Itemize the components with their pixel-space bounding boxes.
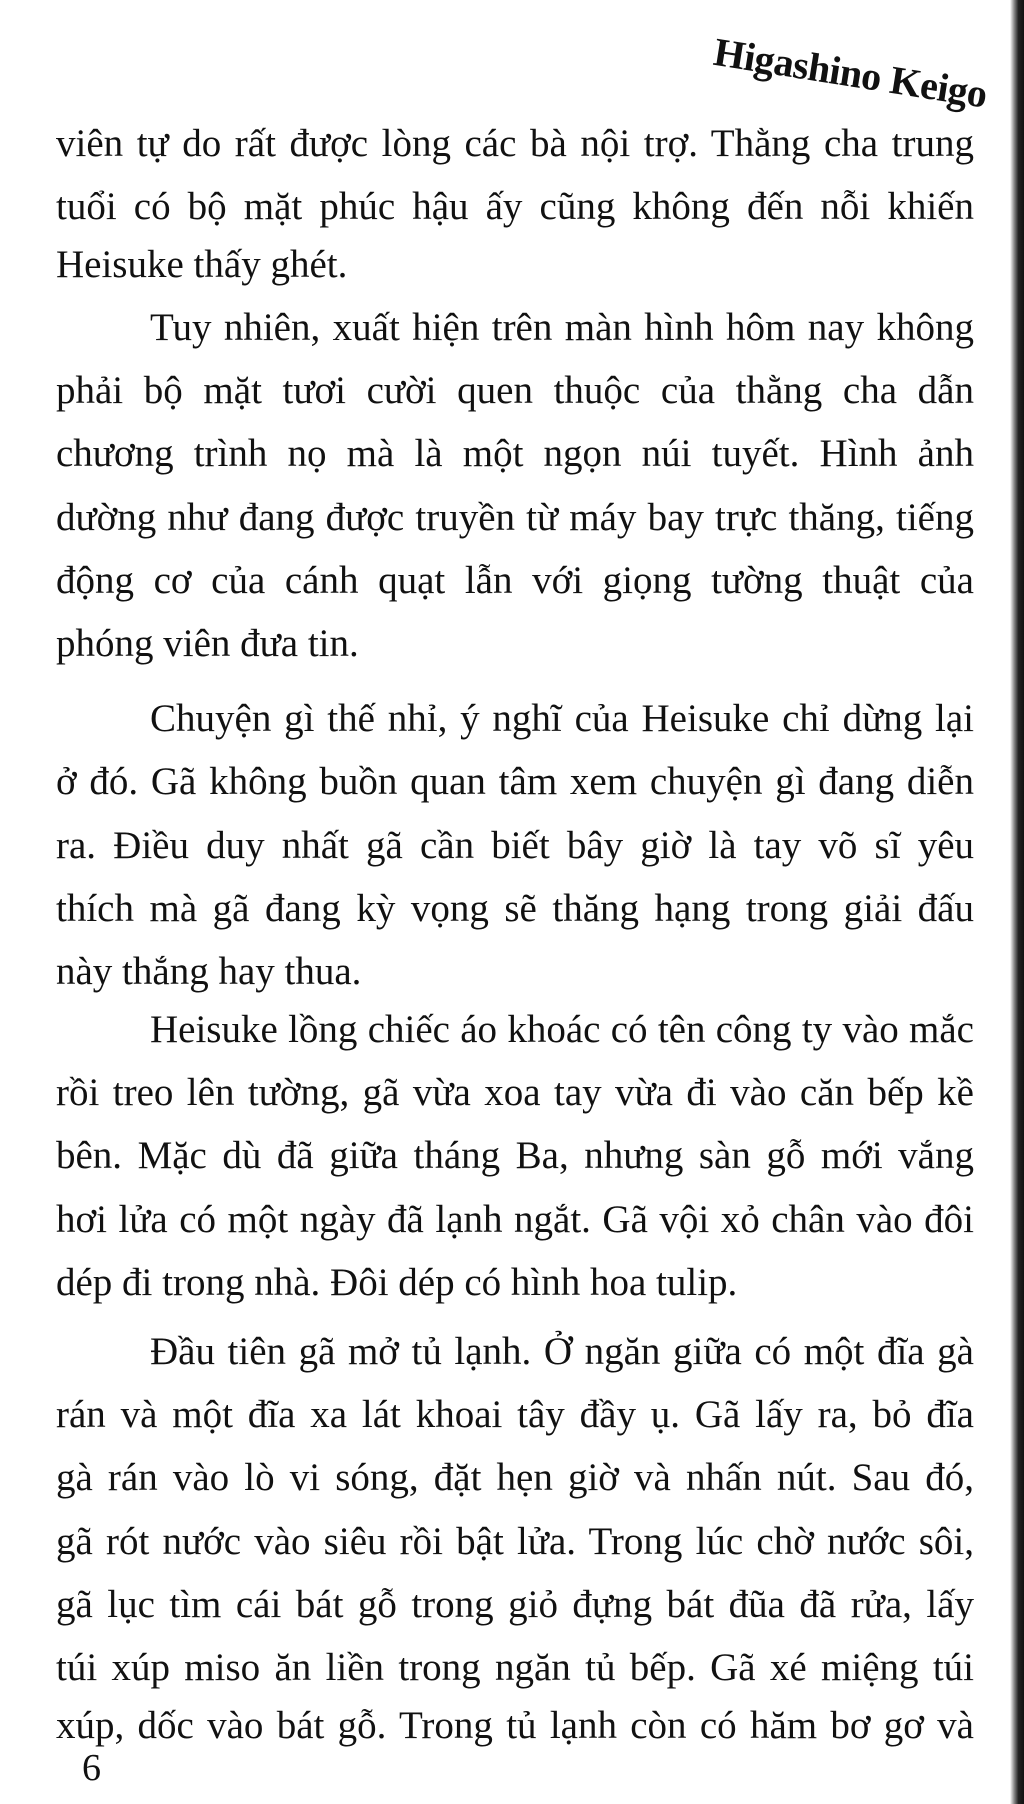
text-line: gã lục tìm cái bát gỗ trong giỏ đựng bát đũa đã rửa, lấy — [56, 1583, 974, 1626]
text-line: bên. Mặc dù đã giữa tháng Ba, nhưng sàn gỗ mới vắng — [56, 1134, 974, 1177]
text-line: Heisuke lồng chiếc áo khoác có tên công ty vào mắc — [150, 1008, 974, 1051]
text-line: túi xúp miso ăn liền trong ngăn tủ bếp. Gã xé miệng túi — [56, 1646, 974, 1689]
text-line: gã rót nước vào siêu rồi bật lửa. Trong lúc chờ nước sôi, — [56, 1520, 974, 1563]
text-line: ở đó. Gã không buồn quan tâm xem chuyện gì đang diễn — [56, 760, 974, 803]
text-line: phóng viên đưa tin. — [56, 622, 359, 665]
text-line: ra. Điều duy nhất gã cần biết bây giờ là tay võ sĩ yêu — [56, 824, 974, 867]
text-line: chương trình nọ mà là một ngọn núi tuyết. Hình ảnh — [56, 432, 974, 475]
text-line: Chuyện gì thế nhỉ, ý nghĩ của Heisuke chỉ dừng lại — [150, 697, 974, 740]
page-edge-shadow — [1010, 0, 1024, 1804]
text-line: này thắng hay thua. — [56, 950, 362, 993]
running-header: Higashino Keigo — [710, 28, 991, 117]
text-line: tuổi có bộ mặt phúc hậu ấy cũng không đến nỗi khiến — [56, 185, 974, 228]
text-line: Heisuke thấy ghét. — [56, 243, 348, 286]
text-line: gà rán vào lò vi sóng, đặt hẹn giờ và nhấn nút. Sau đó, — [56, 1456, 974, 1499]
text-line: xúp, dốc vào bát gỗ. Trong tủ lạnh còn có hăm bơ gơ và — [56, 1704, 974, 1747]
text-line: động cơ của cánh quạt lẫn với giọng tường thuật của — [56, 559, 974, 602]
text-line: phải bộ mặt tươi cười quen thuộc của thằng cha dẫn — [56, 369, 974, 412]
text-line: viên tự do rất được lòng các bà nội trợ. Thằng cha trung — [56, 122, 974, 165]
text-line: rán và một đĩa xa lát khoai tây đầy ụ. Gã lấy ra, bỏ đĩa — [56, 1393, 974, 1436]
text-line: dường như đang được truyền từ máy bay trực thăng, tiếng — [56, 496, 974, 539]
page-number: 6 — [82, 1747, 101, 1789]
text-line: Tuy nhiên, xuất hiện trên màn hình hôm nay không — [150, 306, 974, 349]
text-line: thích mà gã đang kỳ vọng sẽ thăng hạng trong giải đấu — [56, 887, 974, 930]
text-line: rồi treo lên tường, gã vừa xoa tay vừa đi vào căn bếp kề — [56, 1071, 974, 1114]
text-line: hơi lửa có một ngày đã lạnh ngắt. Gã vội xỏ chân vào đôi — [56, 1198, 974, 1241]
text-line: dép đi trong nhà. Đôi dép có hình hoa tulip. — [56, 1261, 738, 1304]
text-line: Đầu tiên gã mở tủ lạnh. Ở ngăn giữa có một đĩa gà — [150, 1330, 974, 1373]
